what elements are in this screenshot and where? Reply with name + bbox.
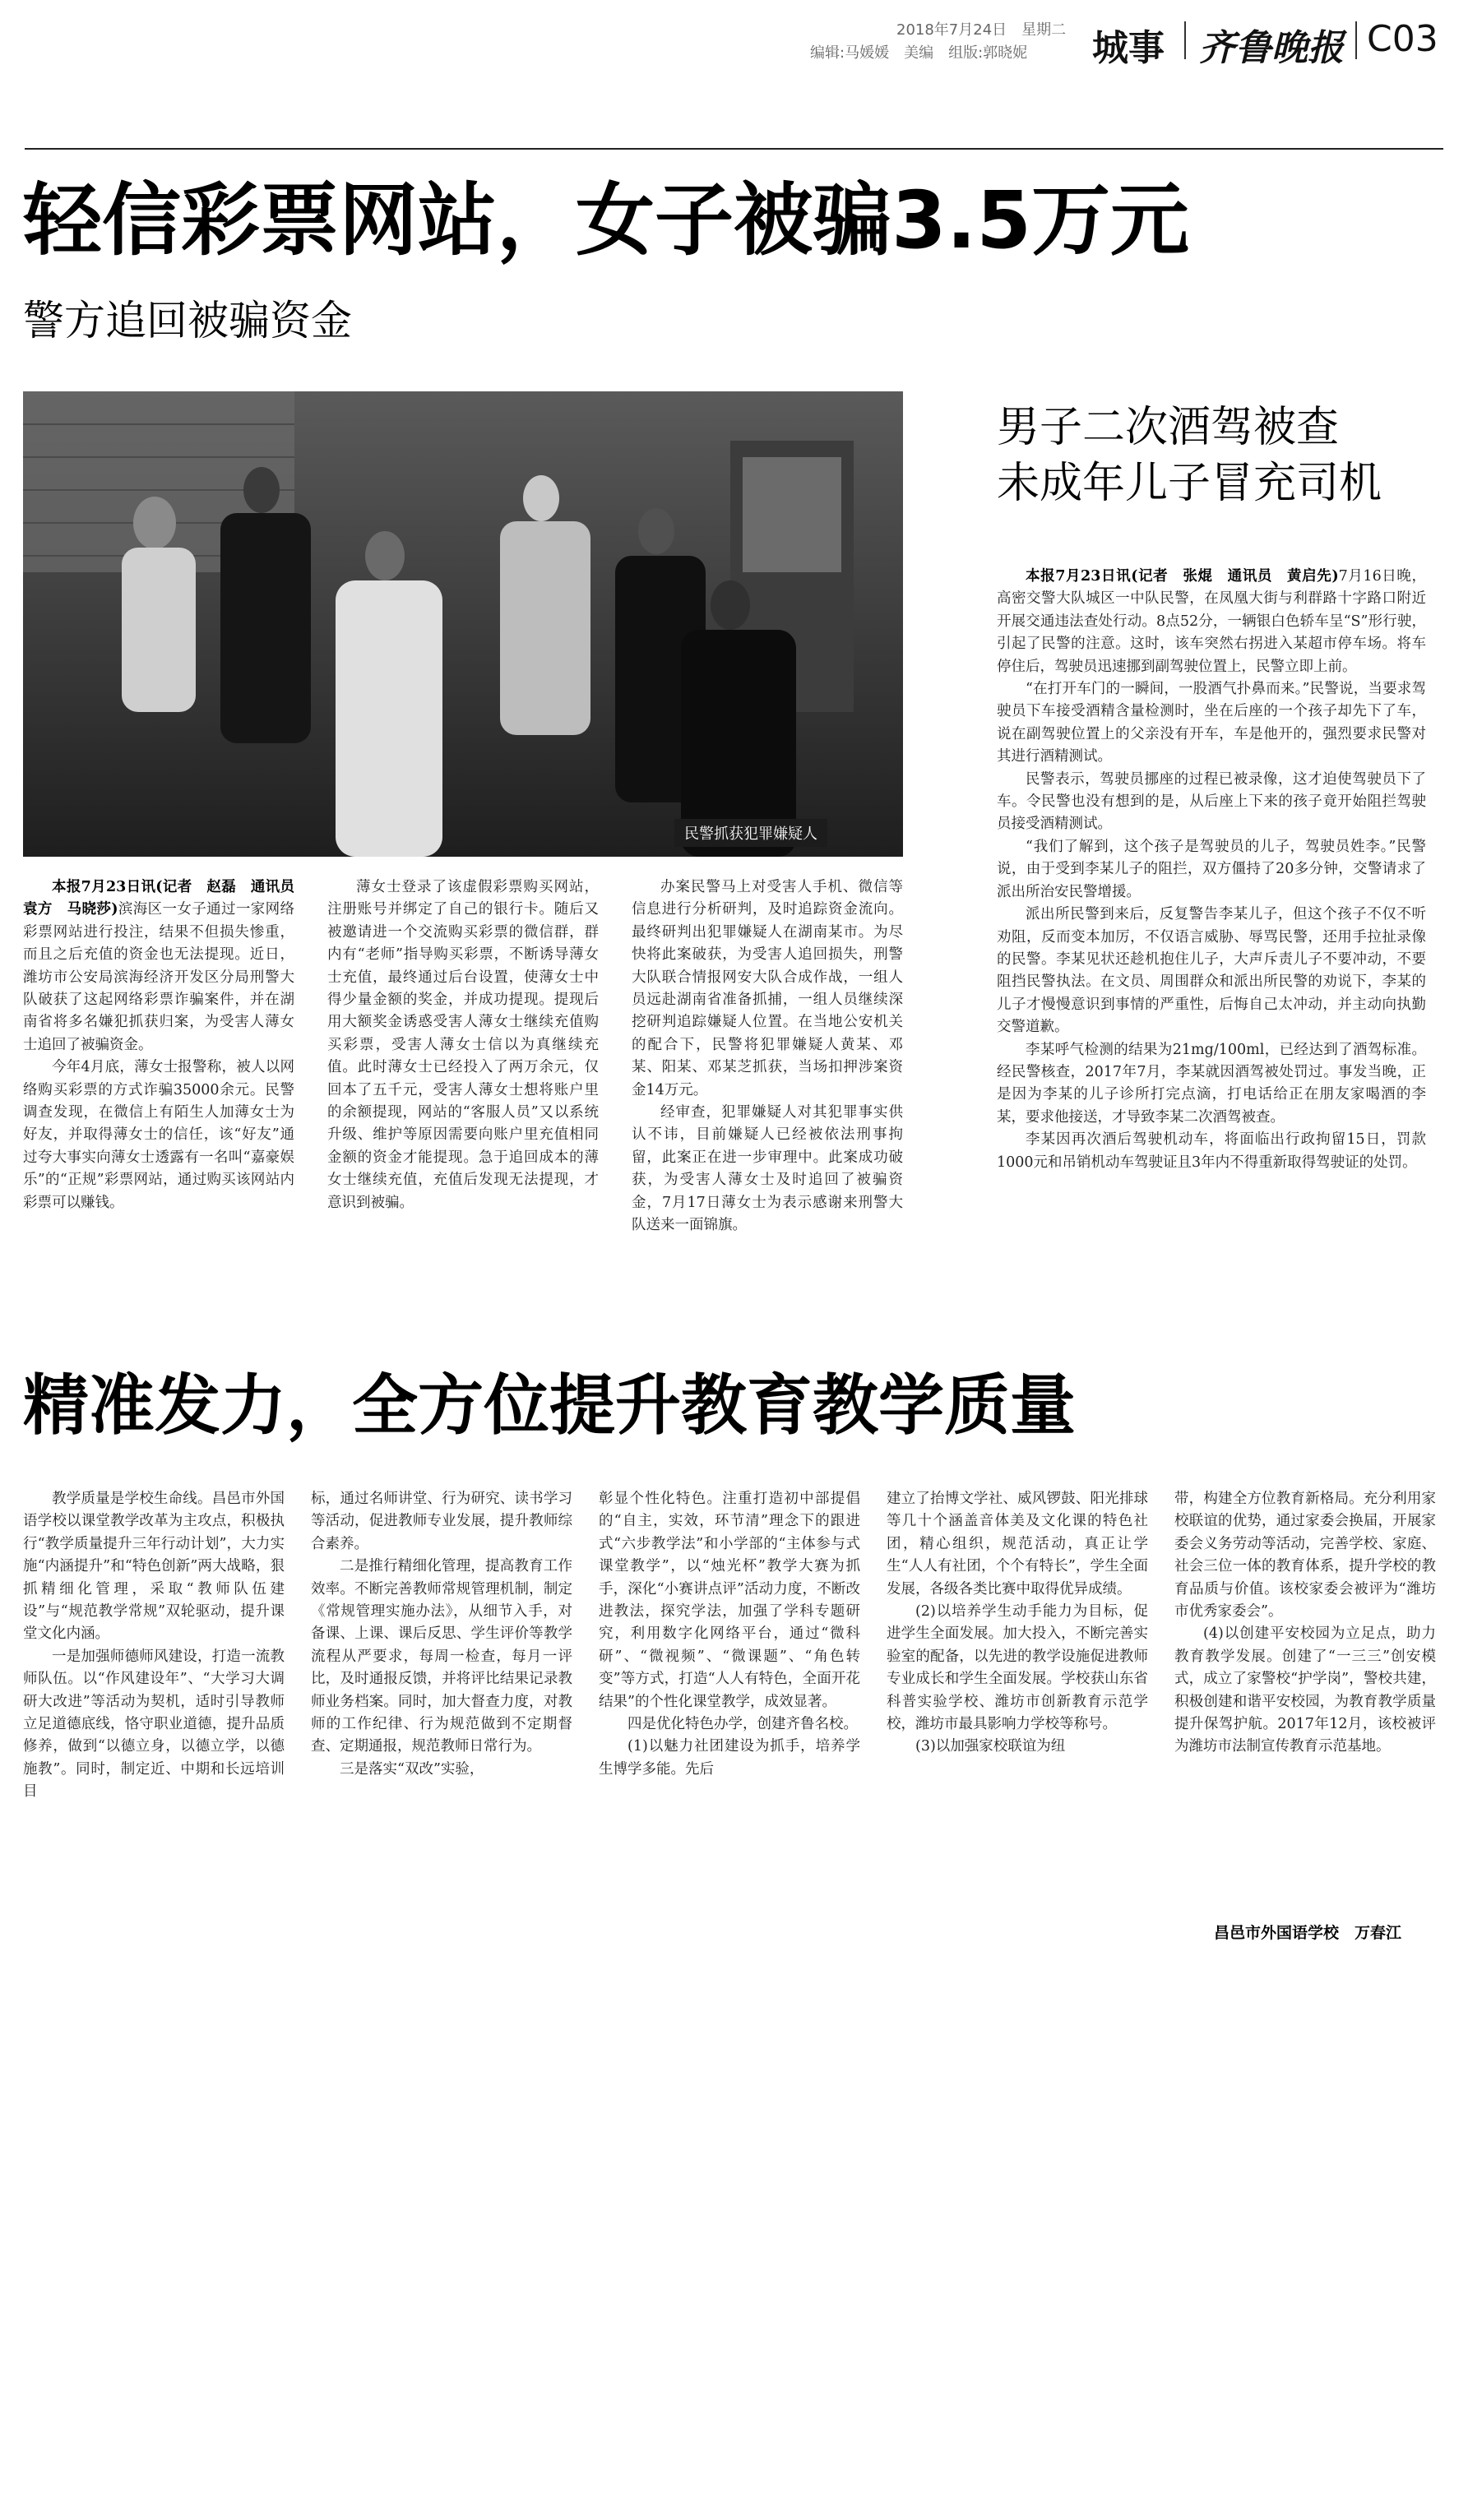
story3-headline: 精准发力，全方位提升教育教学质量 (23, 1367, 1076, 1444)
story1-headline: 轻信彩票网站，女子被骗3.5万元 (23, 174, 1190, 266)
story2-headline-line2: 未成年儿子冒充司机 (997, 459, 1382, 508)
story2-body (997, 566, 1426, 1330)
story1-subhead: 警方追回被骗资金 (23, 297, 352, 344)
story3-paragraph: 建立了抬博文学社、威风锣鼓、阳光排球等几十个涵盖音体美及文化课的特色社团，精心组织，规范活动，真正让学生“人人有社团，个个有特长”，学生全面发展，各级各类比赛中取得优异成绩。 (887, 1491, 1148, 1598)
story2-paragraph: “在打开车门的一瞬间，一股酒气扑鼻而来。”民警说，当要求驾驶员下车接受酒精含量检测时，坐在后座的一个孩子却先下了车，说在副驾驶位置上的父亲没有开车，车是他开的，强烈要求民警对其进行酒精测试。 (997, 681, 1426, 765)
story3-paragraph: 教学质量是学校生命线。昌邑市外国语学校以课堂教学改革为主攻点，积极执行“教学质量提升三年行动计划”，大力实施“内涵提升”和“特色创新”两大战略，狠抓精细化管理，采取“教师队伍建设”与“规范教学常规”双轮驱动，提升课堂文化内涵。 (23, 1491, 285, 1643)
story2-headline-line1: 男子二次酒驾被查 (997, 403, 1340, 452)
photo-scene (23, 391, 903, 857)
story1-column-1 (23, 876, 309, 1304)
story2-byline: 本报7月23日讯(记者 张焜 通讯员 黄启先) (1026, 568, 1339, 585)
story1-paragraph: 办案民警马上对受害人手机、微信等信息进行分析研判，及时追踪资金流向。最终研判出犯罪嫌疑人在湖南某市。为尽快将此案破获，为受害人追回损失，刑警大队联合情报网安大队合成作战，一组人员远赴湖南省准备抓捕，一组人员继续深挖研判追踪嫌疑人位置。在当地公安机关的配合下，民警将犯罪嫌疑人黄某、邓某、阳某、邓某芝抓获，当场扣押涉案资金14万元。 (632, 879, 903, 1098)
story3-paragraph: 带，构建全方位教育新格局。充分利用家校联谊的优势，通过家委会换届，开展家委会义务劳动等活动，完善学校、家庭、社会三位一体的教育体系，提升学校的教育品质与价值。该校家委会被评为“潍坊市优秀家委会”。 (1174, 1491, 1436, 1621)
header-divider (1184, 21, 1186, 59)
story3-paragraph: 标，通过名师讲堂、行为研究、读书学习等活动，促进教师专业发展，提升教师综合素养。 (311, 1491, 572, 1552)
story3-paragraph: 四是优化特色办学，创建齐鲁名校。 (627, 1716, 858, 1733)
story3-column-1 (23, 1488, 285, 1949)
story1-paragraph: 滨海区一女子通过一家网络彩票网站进行投注，结果不但损失惨重，而且之后充值的资金也无法提现。近日，潍坊市公安局滨海经济开发区分局刑警大队破获了这起网络彩票诈骗案件，并在湖南省将多名嫌犯抓获归案，为受害人薄女士追回了被骗资金。 (23, 901, 295, 1053)
story3-column-2 (311, 1488, 572, 1949)
newspaper-logo: 齐鲁晚报 (1199, 27, 1344, 69)
story3-paragraph: (2)以培养学生动手能力为目标，促进学生全面发展。加大投入，不断完善实验室的配备，以先进的教学设施促进教师专业成长和学生全面发展。学校获山东省科普实验学校、潍坊市创新教育示范学校，潍坊市最具影响力学校等称号。 (887, 1603, 1148, 1733)
story2-paragraph: 派出所民警到来后，反复警告李某儿子，但这个孩子不仅不听劝阻，反而变本加厉，不仅语言威胁、辱骂民警，还用手拉扯录像的民警。李某见状还趁机抱住儿子，大声斥责儿子不要冲动，不要阻挡民警执法。在文员、周围群众和派出所民警的劝说下，李某的儿子才慢慢意识到事情的严重性，后悔自己太冲动，并主动向执勤交警道歉。 (997, 906, 1426, 1036)
story2-paragraph: 李某因再次酒后驾驶机动车，将面临出行政拘留15日，罚款1000元和吊销机动车驾驶证且3年内不得重新取得驾驶证的处罚。 (997, 1131, 1426, 1171)
section-title: 城事 (1092, 27, 1165, 69)
story2-paragraph: 李某呼气检测的结果为21mg/100ml，已经达到了酒驾标准。经民警核查，2017年7月，李某就因酒驾被处罚过。事发当晚，正是因为李某的儿子诊所打完点滴，打电话给正在朋友家喝酒的李某，要求他接送，才导致李某二次酒驾被查。 (997, 1041, 1426, 1126)
story1-column-3 (632, 876, 903, 1304)
story3-paragraph: 二是推行精细化管理，提高教育工作效率。不断完善教师常规管理机制，制定《常规管理实施办法》，从细节入手，对备课、上课、课后反思、学生评价等教学流程从严要求，每周一检查，每月一评比，及时通报反馈，并将评比结果记录教师业务档案。同时，加大督查力度，对教师的工作纪律、行为规范做到不定期督查、定期通报，规范教师日常行为。 (311, 1558, 572, 1755)
story1-paragraph: 今年4月底，薄女士报警称，被人以网络购买彩票的方式诈骗35000余元。民警调查发现，在微信上有陌生人加薄女士为好友，并取得薄女士的信任，该“好友”通过夸大事实向薄女士透露有一名叫“嘉豪娱乐”的“正规”彩票网站，通过购买该网站内彩票可以赚钱。 (23, 1059, 294, 1211)
story3-paragraph: 三是落实“双改”实验， (340, 1760, 484, 1778)
story2-paragraph: “我们了解到，这个孩子是驾驶员的儿子，驾驶员姓李。”民警说，由于受到李某儿子的阻拦，双方僵持了20多分钟，交警请求了派出所治安民警增援。 (997, 838, 1426, 900)
news-photo (23, 391, 903, 857)
page-number: C03 (1367, 18, 1438, 60)
header-editors: 编辑:马媛媛 美编 组版:郭晓妮 (810, 44, 1028, 62)
story2-paragraph: 民警表示，驾驶员挪座的过程已被录像，这才迫使驾驶员下了车。令民警也没有想到的是，从后座上下来的孩子竟开始阻拦驾驶员接受酒精测试。 (997, 770, 1426, 833)
story3-paragraph: 一是加强师德师风建设，打造一流教师队伍。以“作风建设年”、“大学习大调研大改进”等活动为契机，适时引导教师立足道德底线，恪守职业道德，提升品质修养，做到“以德立身，以德立学，以德施教”。同时，制定近、中期和长远培训目 (23, 1648, 285, 1801)
story1-column-2 (327, 876, 599, 1304)
photo-caption: 民警抓获犯罪嫌疑人 (674, 819, 827, 847)
story1-byline: 本报7月23日讯(记者 赵磊 通讯员 袁方 马晓莎) (23, 879, 309, 918)
story3-column-5 (1174, 1488, 1436, 1949)
header-date: 2018年7月24日 星期二 (896, 21, 1067, 39)
header-rule (25, 148, 1443, 150)
story2-paragraph: 7月16日晚，高密交警大队城区一中队民警，在凤凰大街与利群路十字路口附近开展交通违法查处行动。8点52分，一辆银白色轿车呈“S”形行驶，引起了民警的注意。这时，该车突然右拐进入某超市停车场。将车停住后，驾驶员迅速挪到副驾驶位置上，民警立即上前。 (997, 568, 1426, 675)
story1-paragraph: 经审查，犯罪嫌疑人对其犯罪事实供认不讳，目前嫌疑人已经被依法刑事拘留，此案正在进一步审理中。此案成功破获，为受害人薄女士及时追回了被骗资金，7月17日薄女士为表示感谢来刑警大队送来一面锦旗。 (632, 1104, 903, 1234)
story1-paragraph: 薄女士登录了该虚假彩票购买网站，注册账号并绑定了自己的银行卡。随后又被邀请进一个交流购买彩票的微信群，群内有“老师”指导购买彩票，不断诱导薄女士充值，最终通过后台设置，使薄女士中得少量金额的奖金，并成功提现。提现后用大额奖金诱惑受害人薄女士继续充值购买彩票，受害人薄女士信以为真继续充值。此时薄女士已经投入了两万余元，仅回本了五千元，受害人薄女士想将账户里的余额提现，网站的“客服人员”又以系统升级、维护等原因需要向账户里充值相同金额的资金才能提现。急于追回成本的薄女士继续充值，充值后发现无法提现，才意识到被骗。 (327, 879, 599, 1211)
story3-paragraph: (1)以魅力社团建设为抓手，培养学生博学多能。先后 (599, 1738, 860, 1778)
story3-column-3 (599, 1488, 860, 1949)
story3-column-4 (887, 1488, 1148, 1949)
story3-paragraph: (3)以加强家校联谊为纽 (915, 1738, 1066, 1755)
header-divider (1355, 21, 1357, 59)
story3-paragraph: 彰显个性化特色。注重打造初中部提倡的“自主，实效，环节清”理念下的跟进式“六步教学法”和小学部的“主体参与式课堂教学”，以“烛光杯”教学大赛为抓手，深化“小赛讲点评”活动力度，不断改进教法，探究学法，加强了学科专题研究，利用数字化网络平台，通过“微科研”、“微视频”、“微课题”、“角色转变”等方式，打造“人人有特色，全面开花结果”的个性化课堂教学，成效显著。 (599, 1491, 860, 1710)
story3-paragraph: (4)以创建平安校园为立足点，助力教育教学发展。创建了“一三三”创安模式，成立了家警校“护学岗”，警校共建，积极创建和谐平安校园，为教育教学质量提升保驾护航。2017年12月，该校被评为潍坊市法制宣传教育示范基地。 (1174, 1625, 1436, 1755)
story3-signature: 昌邑市外国语学校 万春江 (1214, 1924, 1402, 1942)
